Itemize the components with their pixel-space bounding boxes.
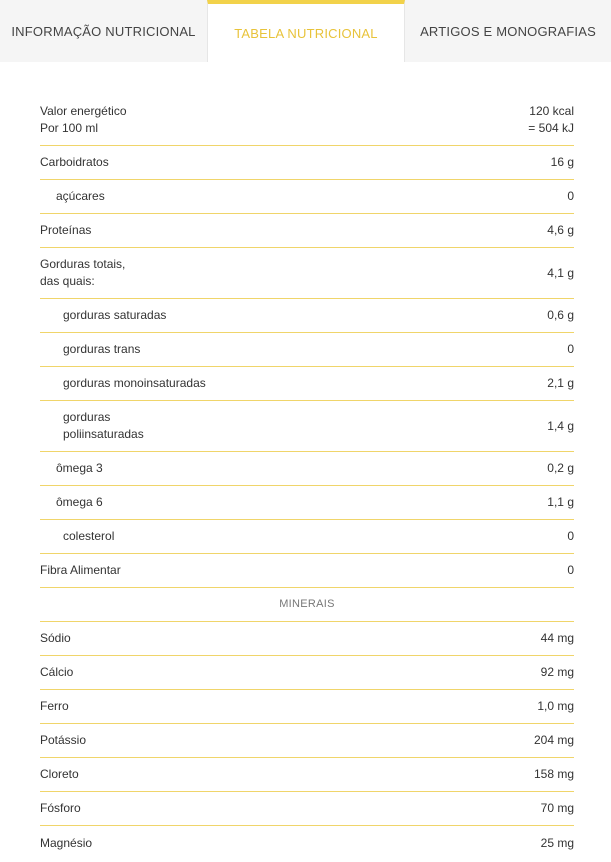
row-value: 25 mg [540,835,574,850]
row-value: 0 [567,189,574,203]
row-value: 1,1 g [547,495,574,509]
row-label: açúcares [56,189,105,203]
row-label [40,256,547,290]
table-row-gorduras-monoinsaturadas [40,367,574,401]
row-value: 0,2 g [547,461,574,475]
row-label: colesterol [63,529,115,543]
table-row-fibra-alimentar [40,554,574,588]
row-value: 4,1 g [547,265,574,280]
tab-artigos-e-monografias[interactable]: ARTIGOS E MONOGRAFIAS [420,23,596,39]
table-row-omega-3 [40,452,574,486]
row-label: Proteínas [40,223,92,237]
row-value: 16 g [550,155,574,169]
table-row-magnesio [40,826,574,860]
row-label: Fibra Alimentar [40,563,121,577]
tab-tabela-nutricional[interactable]: TABELA NUTRICIONAL [207,0,405,62]
table-row-gorduras-trans [40,333,574,367]
table-row-proteinas [40,214,574,248]
table-row-acucares [40,180,574,214]
row-label: Sódio [40,631,71,645]
row-value: 92 mg [540,665,574,679]
row-label: ômega 6 [56,495,103,509]
row-value: 204 mg [533,733,574,747]
row-label: Cálcio [40,665,74,679]
row-label: gorduras monoinsaturadas [63,376,206,390]
tab-bar [0,0,611,62]
row-value: 1,0 mg [537,699,574,713]
row-value: 4,6 g [547,223,574,237]
row-value: 0 [567,342,574,356]
energy-value-kj: = 504 kJ [528,120,574,135]
minerals-title: MINERAIS [279,598,335,610]
table-row-sodio [40,622,574,656]
tab-informacao-nutricional[interactable]: INFORMAÇÃO NUTRICIONAL [11,23,196,39]
row-label-line1: Gorduras totais, [40,257,126,271]
energy-row [40,90,574,146]
minerals-section-title [40,588,574,622]
row-value: 0,6 g [547,308,574,322]
nutrition-table [40,90,574,860]
row-label: Ferro [40,699,69,713]
table-row-colesterol [40,520,574,554]
row-value: 44 mg [540,631,574,645]
energy-value [528,103,574,137]
table-row-fosforo [40,792,574,826]
row-label: Potássio [40,733,87,747]
nutrition-panel [0,62,611,862]
row-value: 2,1 g [547,376,574,390]
table-row-ferro [40,690,574,724]
row-value: 1,4 g [547,418,574,433]
row-label: Cloreto [40,767,79,781]
row-label: Carboidratos [40,155,109,169]
energy-label-line2: Por 100 ml [40,120,99,135]
row-label: Fósforo [40,801,81,815]
energy-label [40,103,528,137]
row-label: Magnésio [40,835,93,850]
energy-label-line1: Valor energético [40,103,127,118]
table-row-carboidratos [40,146,574,180]
table-row-gorduras-totais [40,248,574,299]
row-value: 0 [567,563,574,577]
table-row-gorduras-poliinsaturadas [40,401,574,452]
table-row-gorduras-saturadas [40,299,574,333]
energy-value-kcal: 120 kcal [529,103,574,118]
row-label [40,409,547,443]
row-label: gorduras saturadas [63,308,167,322]
row-value: 0 [567,529,574,543]
table-row-potassio [40,724,574,758]
row-label: gorduras trans [63,342,141,356]
row-label-line2: poliinsaturadas [63,427,144,441]
row-label-line2: das quais: [40,274,95,288]
table-row-calcio [40,656,574,690]
table-row-omega-6 [40,486,574,520]
row-value: 70 mg [540,801,574,815]
row-label-line1: gorduras [63,410,111,424]
row-label: ômega 3 [56,461,103,475]
table-row-cloreto [40,758,574,792]
row-value: 158 mg [533,767,574,781]
